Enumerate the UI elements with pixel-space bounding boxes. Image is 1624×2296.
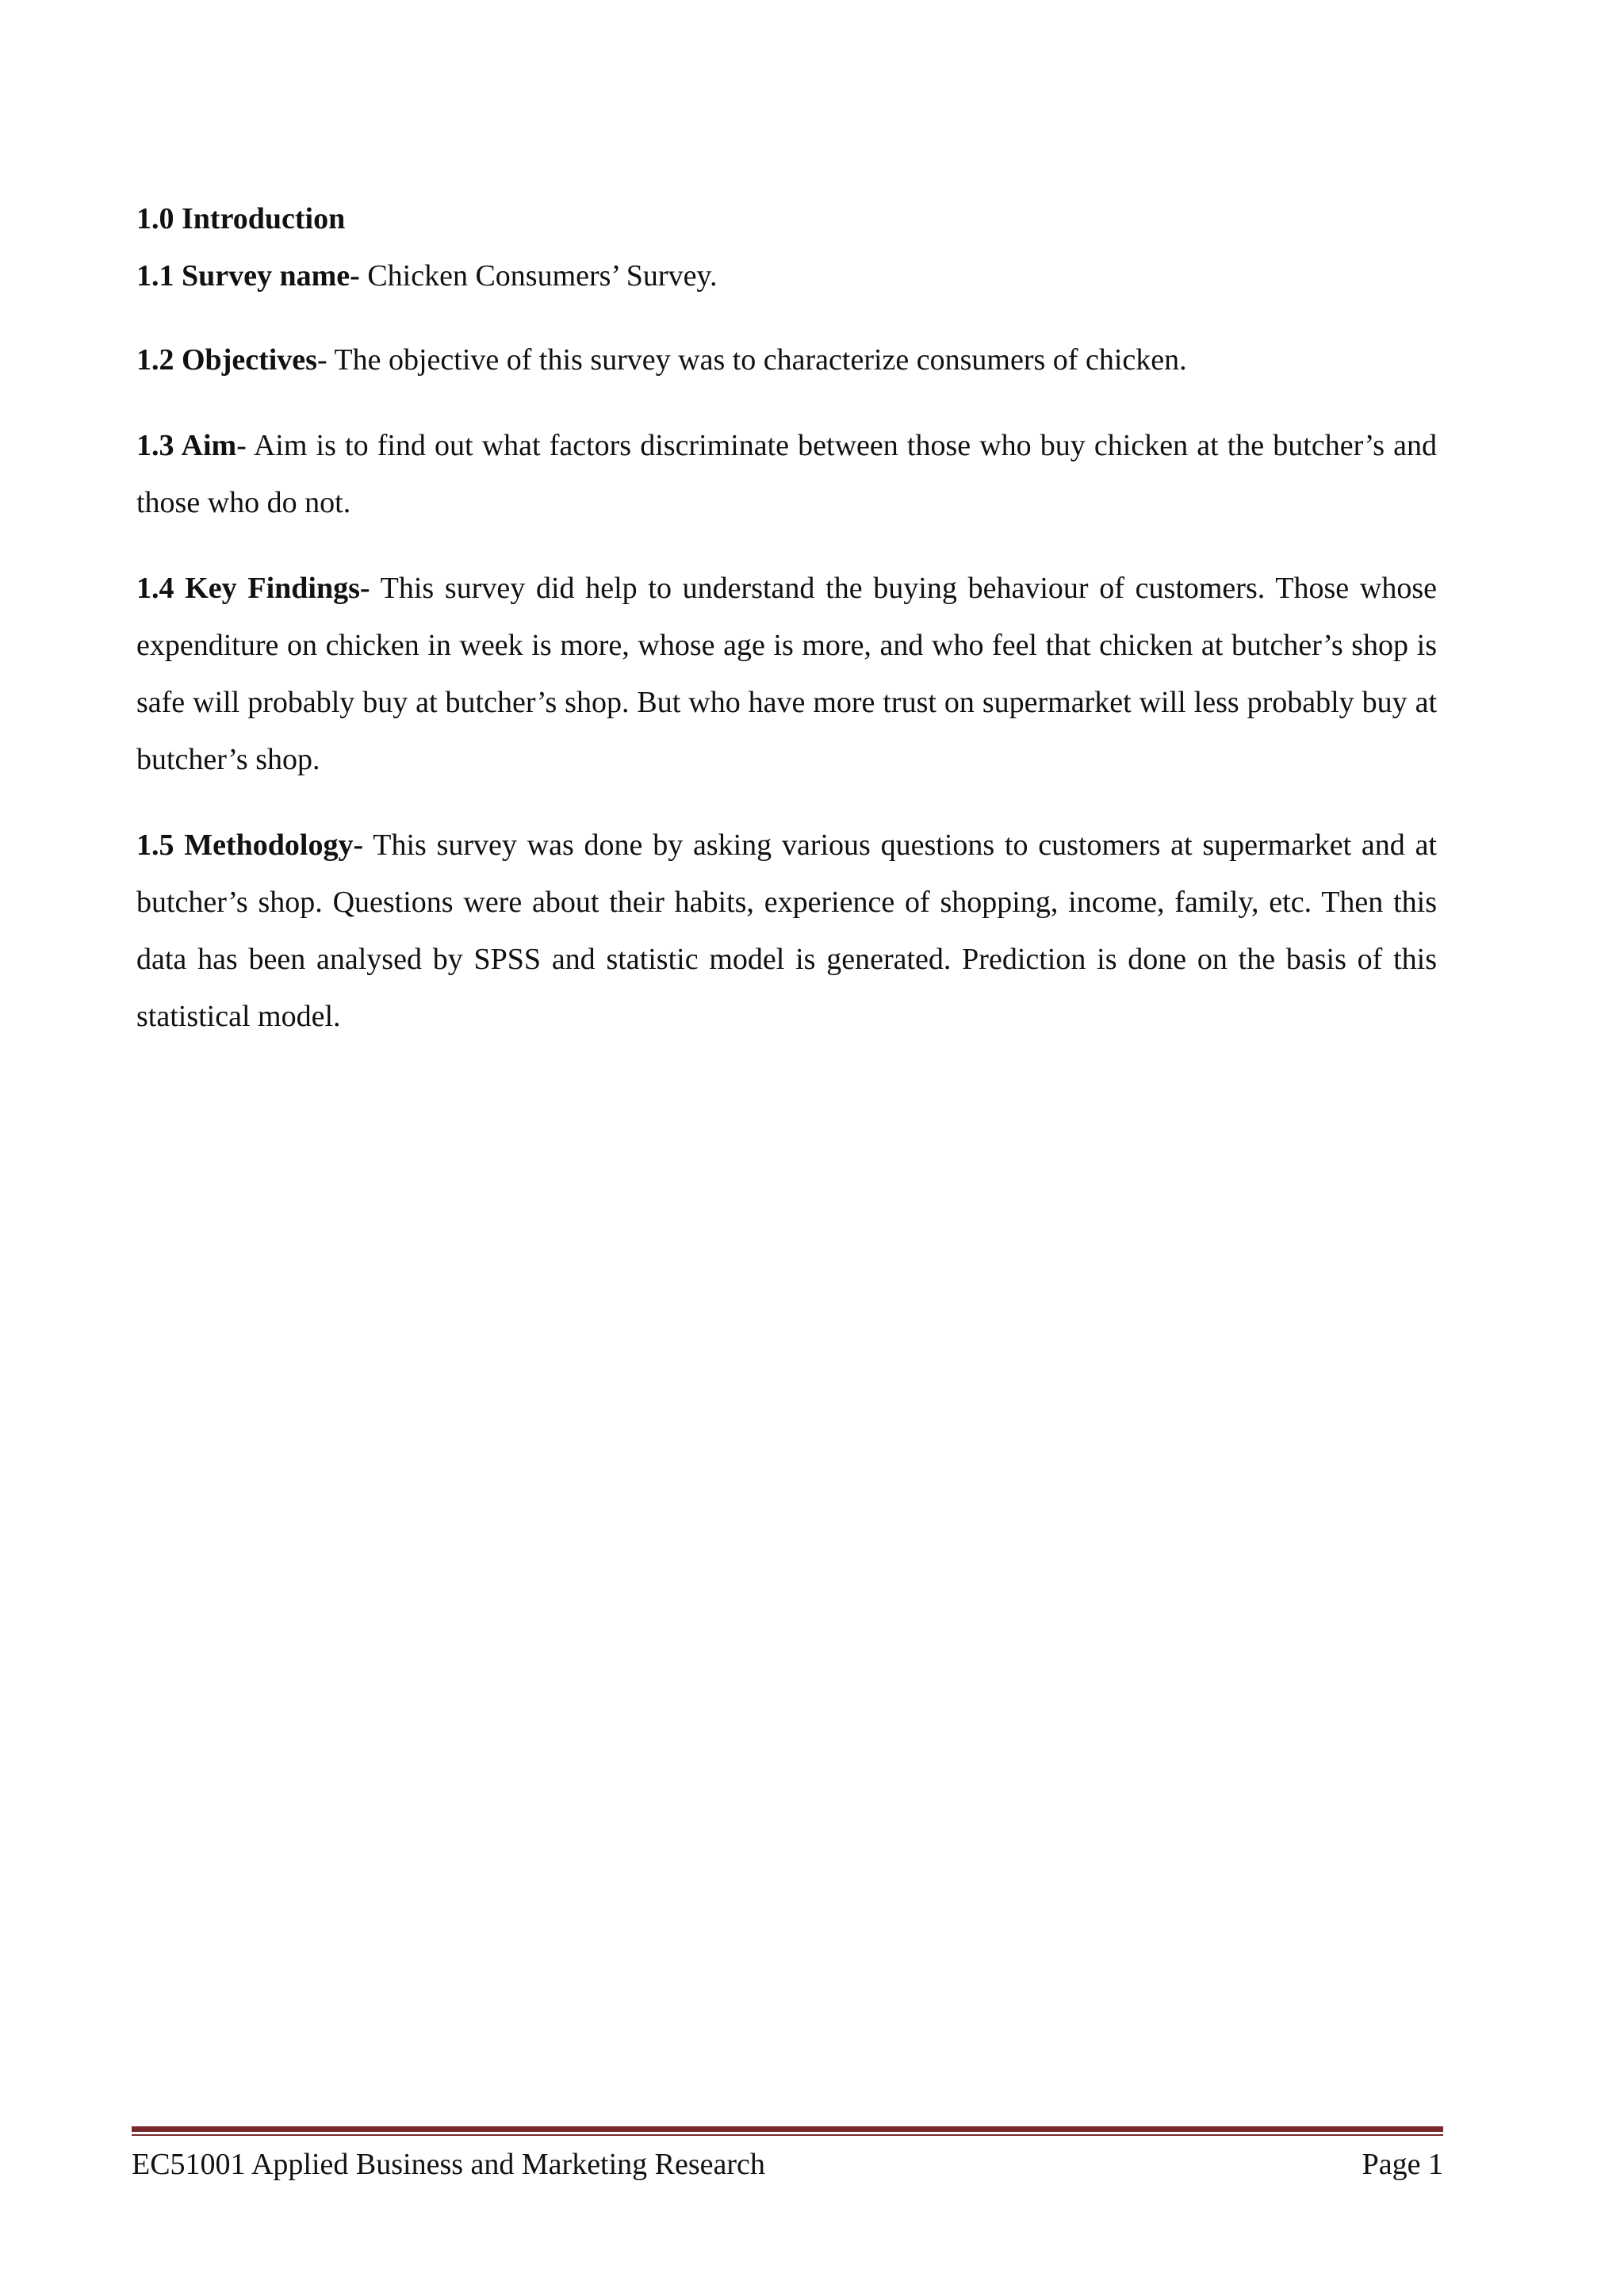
section-text: - The objective of this survey was to characterize consumers of chicken. [316,343,1187,377]
footer-rule-thick [132,2126,1443,2132]
footer-course-title: EC51001 Applied Business and Marketing Research [132,2148,765,2181]
page-content [136,190,1437,1073]
section-label: 1.3 Aim [136,429,237,462]
section-label: 1.1 Survey name- [136,259,360,293]
section-survey-name [136,247,1437,304]
section-text: This survey did help to understand the buying behaviour of customers. Those whose expenditure on chicken in week is more, whose age is more, and who feel that chicken at butcher’s shop is safe will probably buy at butcher’s shop. But who have more trust on supermarket will less probably buy at butcher’s shop. [136,572,1437,776]
footer-page-number: Page 1 [1362,2148,1443,2181]
footer-divider [132,2126,1443,2136]
section-objectives [136,331,1437,388]
section-label: 1.5 Methodology- [136,828,364,862]
page-footer [132,2141,1443,2188]
section-text: Chicken Consumers’ Survey. [359,259,718,293]
section-text: This survey was done by asking various questions to customers at supermarket and at butcher’s shop. Questions were about their habits, experience of shopping, income, family, etc. Then this data has been analysed by SPSS and statistic model is generated. Prediction is done on the basis of this statistical model. [136,828,1437,1033]
section-text: - Aim is to find out what factors discriminate between those who buy chicken at the butcher’s and those who do not. [136,429,1437,519]
footer-rule-thin [132,2134,1443,2136]
section-aim [136,417,1437,531]
section-key-findings [136,560,1437,788]
section-methodology [136,817,1437,1045]
section-heading-introduction: 1.0 Introduction [136,202,346,235]
section-label: 1.2 Objectives [136,343,317,377]
section-label: 1.4 Key Findings- [136,572,370,605]
